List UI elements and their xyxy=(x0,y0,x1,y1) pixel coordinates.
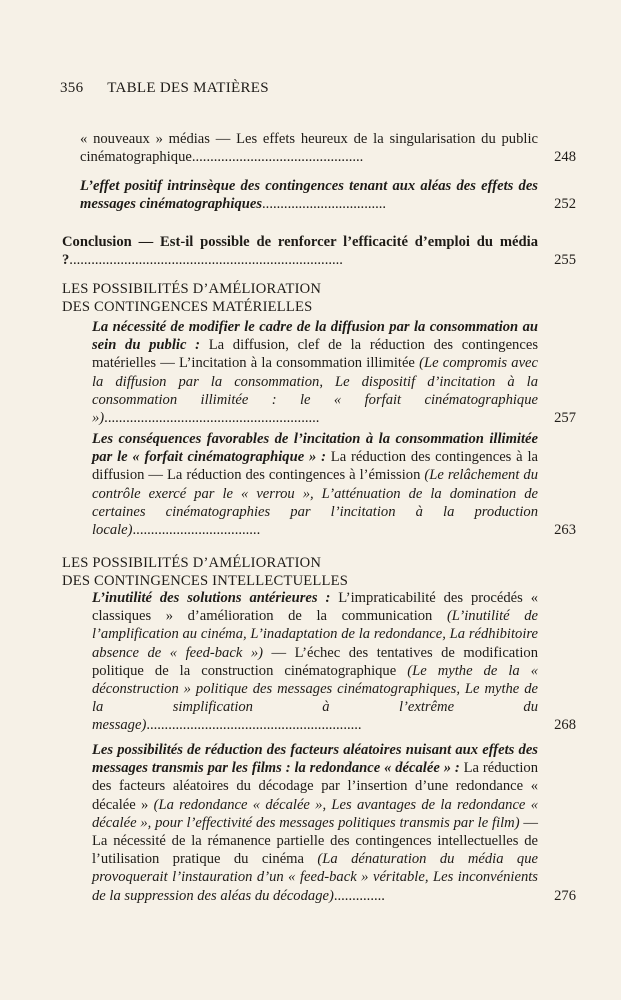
entry-text: La réduction des facteurs aléatoires du décodage par l’insertion d’une redondance « décalée » xyxy=(92,760,538,813)
entry-text: La diffusion, clef de la réduction des contingences matérielles — L’incitation à la consommation illimitée xyxy=(92,337,538,372)
page-ref: 263 xyxy=(554,522,576,539)
section-heading xyxy=(62,280,321,316)
toc-entry xyxy=(92,318,576,427)
leader-dots: .............. xyxy=(333,887,385,904)
entry-subtopics: (Le compromis avec la diffusion par la consommation, Le dispositif d’incitation à la consommation illimitée : le « forfait cinématographique ») xyxy=(92,355,538,427)
section-heading-line: DES CONTINGENCES INTELLECTUELLES xyxy=(62,573,349,589)
toc-entry xyxy=(92,741,576,905)
page-ref: 255 xyxy=(554,252,576,269)
entry-text: — La nécessité de la rémanence partielle des contingences intellectuelles de l’utilisation pratique du cinéma xyxy=(92,814,538,868)
running-title: TABLE DES MATIÈRES xyxy=(107,80,269,96)
leader-dots: ........................................................... xyxy=(146,717,362,734)
leader-dots: ............................................... xyxy=(191,149,364,166)
section-heading-line: LES POSSIBILITÉS D’AMÉLIORATION xyxy=(62,281,322,297)
entry-text: « nouveaux » médias — Les effets heureux de la singularisation du public cinématographique xyxy=(80,131,538,166)
entry-subtopics: (Le mythe de la « déconstruction » politique des messages cinématographiques, Le mythe de la simplification à l’extrême du message) xyxy=(92,662,538,734)
leader-dots: ................................... xyxy=(132,522,261,539)
section-heading-line: DES CONTINGENCES MATÉRIELLES xyxy=(62,299,313,315)
entry-subtopics: (L’inutilité de l’amplification au cinéma, L’inadaptation de la redondance, La rédhibitoire absence de « feed-back ») xyxy=(92,608,538,661)
toc-entry xyxy=(80,130,576,166)
leader-dots: ........................................................... xyxy=(104,410,320,427)
running-header xyxy=(60,80,269,97)
section-heading xyxy=(62,554,348,590)
entry-heading: Les conséquences favorables de l’incitation à la consommation illimitée par le « forfait cinématographique » : xyxy=(92,431,538,466)
entry-subtopics: (La dénaturation du média que provoquerait l’instauration d’un « feed-back » véritable, Les inconvénients de la suppression des aléas du décodage) xyxy=(92,851,538,904)
toc-entry xyxy=(80,177,576,213)
entry-text: La réduction des contingences à la diffusion — La réduction des contingences à l’émission xyxy=(92,449,538,484)
page-number: 356 xyxy=(60,80,84,96)
entry-text: L’impraticabilité des procédés « classiques » d’amélioration de la communication xyxy=(92,590,538,625)
page-ref: 248 xyxy=(554,149,576,166)
toc-entry-conclusion xyxy=(62,233,576,269)
leader-dots: ........................................................................... xyxy=(69,252,343,269)
entry-subtopics: (La redondance « décalée », Les avantages de la redondance « décalée », pour l’effectivité des messages politiques transmis par le film) xyxy=(92,796,538,831)
entry-text: — L’échec des tentatives de modification politique de la construction cinématographique xyxy=(92,644,538,679)
entry-heading: La nécessité de modifier le cadre de la diffusion par la consommation au sein du public : xyxy=(92,319,538,354)
toc-entry xyxy=(92,589,576,735)
page-ref: 257 xyxy=(554,410,576,427)
entry-heading: Conclusion — Est-il possible de renforcer l’efficacité d’emploi du média ? xyxy=(62,234,538,269)
page-ref: 276 xyxy=(554,887,576,904)
leader-dots: .................................. xyxy=(262,196,387,213)
entry-heading: L’effet positif intrinsèque des contingences tenant aux aléas des effets des messages cinématographiques xyxy=(80,178,538,213)
page-ref: 252 xyxy=(554,196,576,213)
entry-heading: Les possibilités de réduction des facteurs aléatoires nuisant aux effets des messages transmis par les films : la redondance « décalée » : xyxy=(92,742,538,777)
section-heading-line: LES POSSIBILITÉS D’AMÉLIORATION xyxy=(62,555,322,571)
entry-heading: L’inutilité des solutions antérieures : xyxy=(92,590,331,606)
page-ref: 268 xyxy=(554,717,576,734)
toc-entry xyxy=(92,430,576,539)
entry-subtopics: (Le relâchement du contrôle exercé par le « verrou », L’atténuation de la domination de certaines cinématographies par l’incitation à la production locale) xyxy=(92,467,538,539)
